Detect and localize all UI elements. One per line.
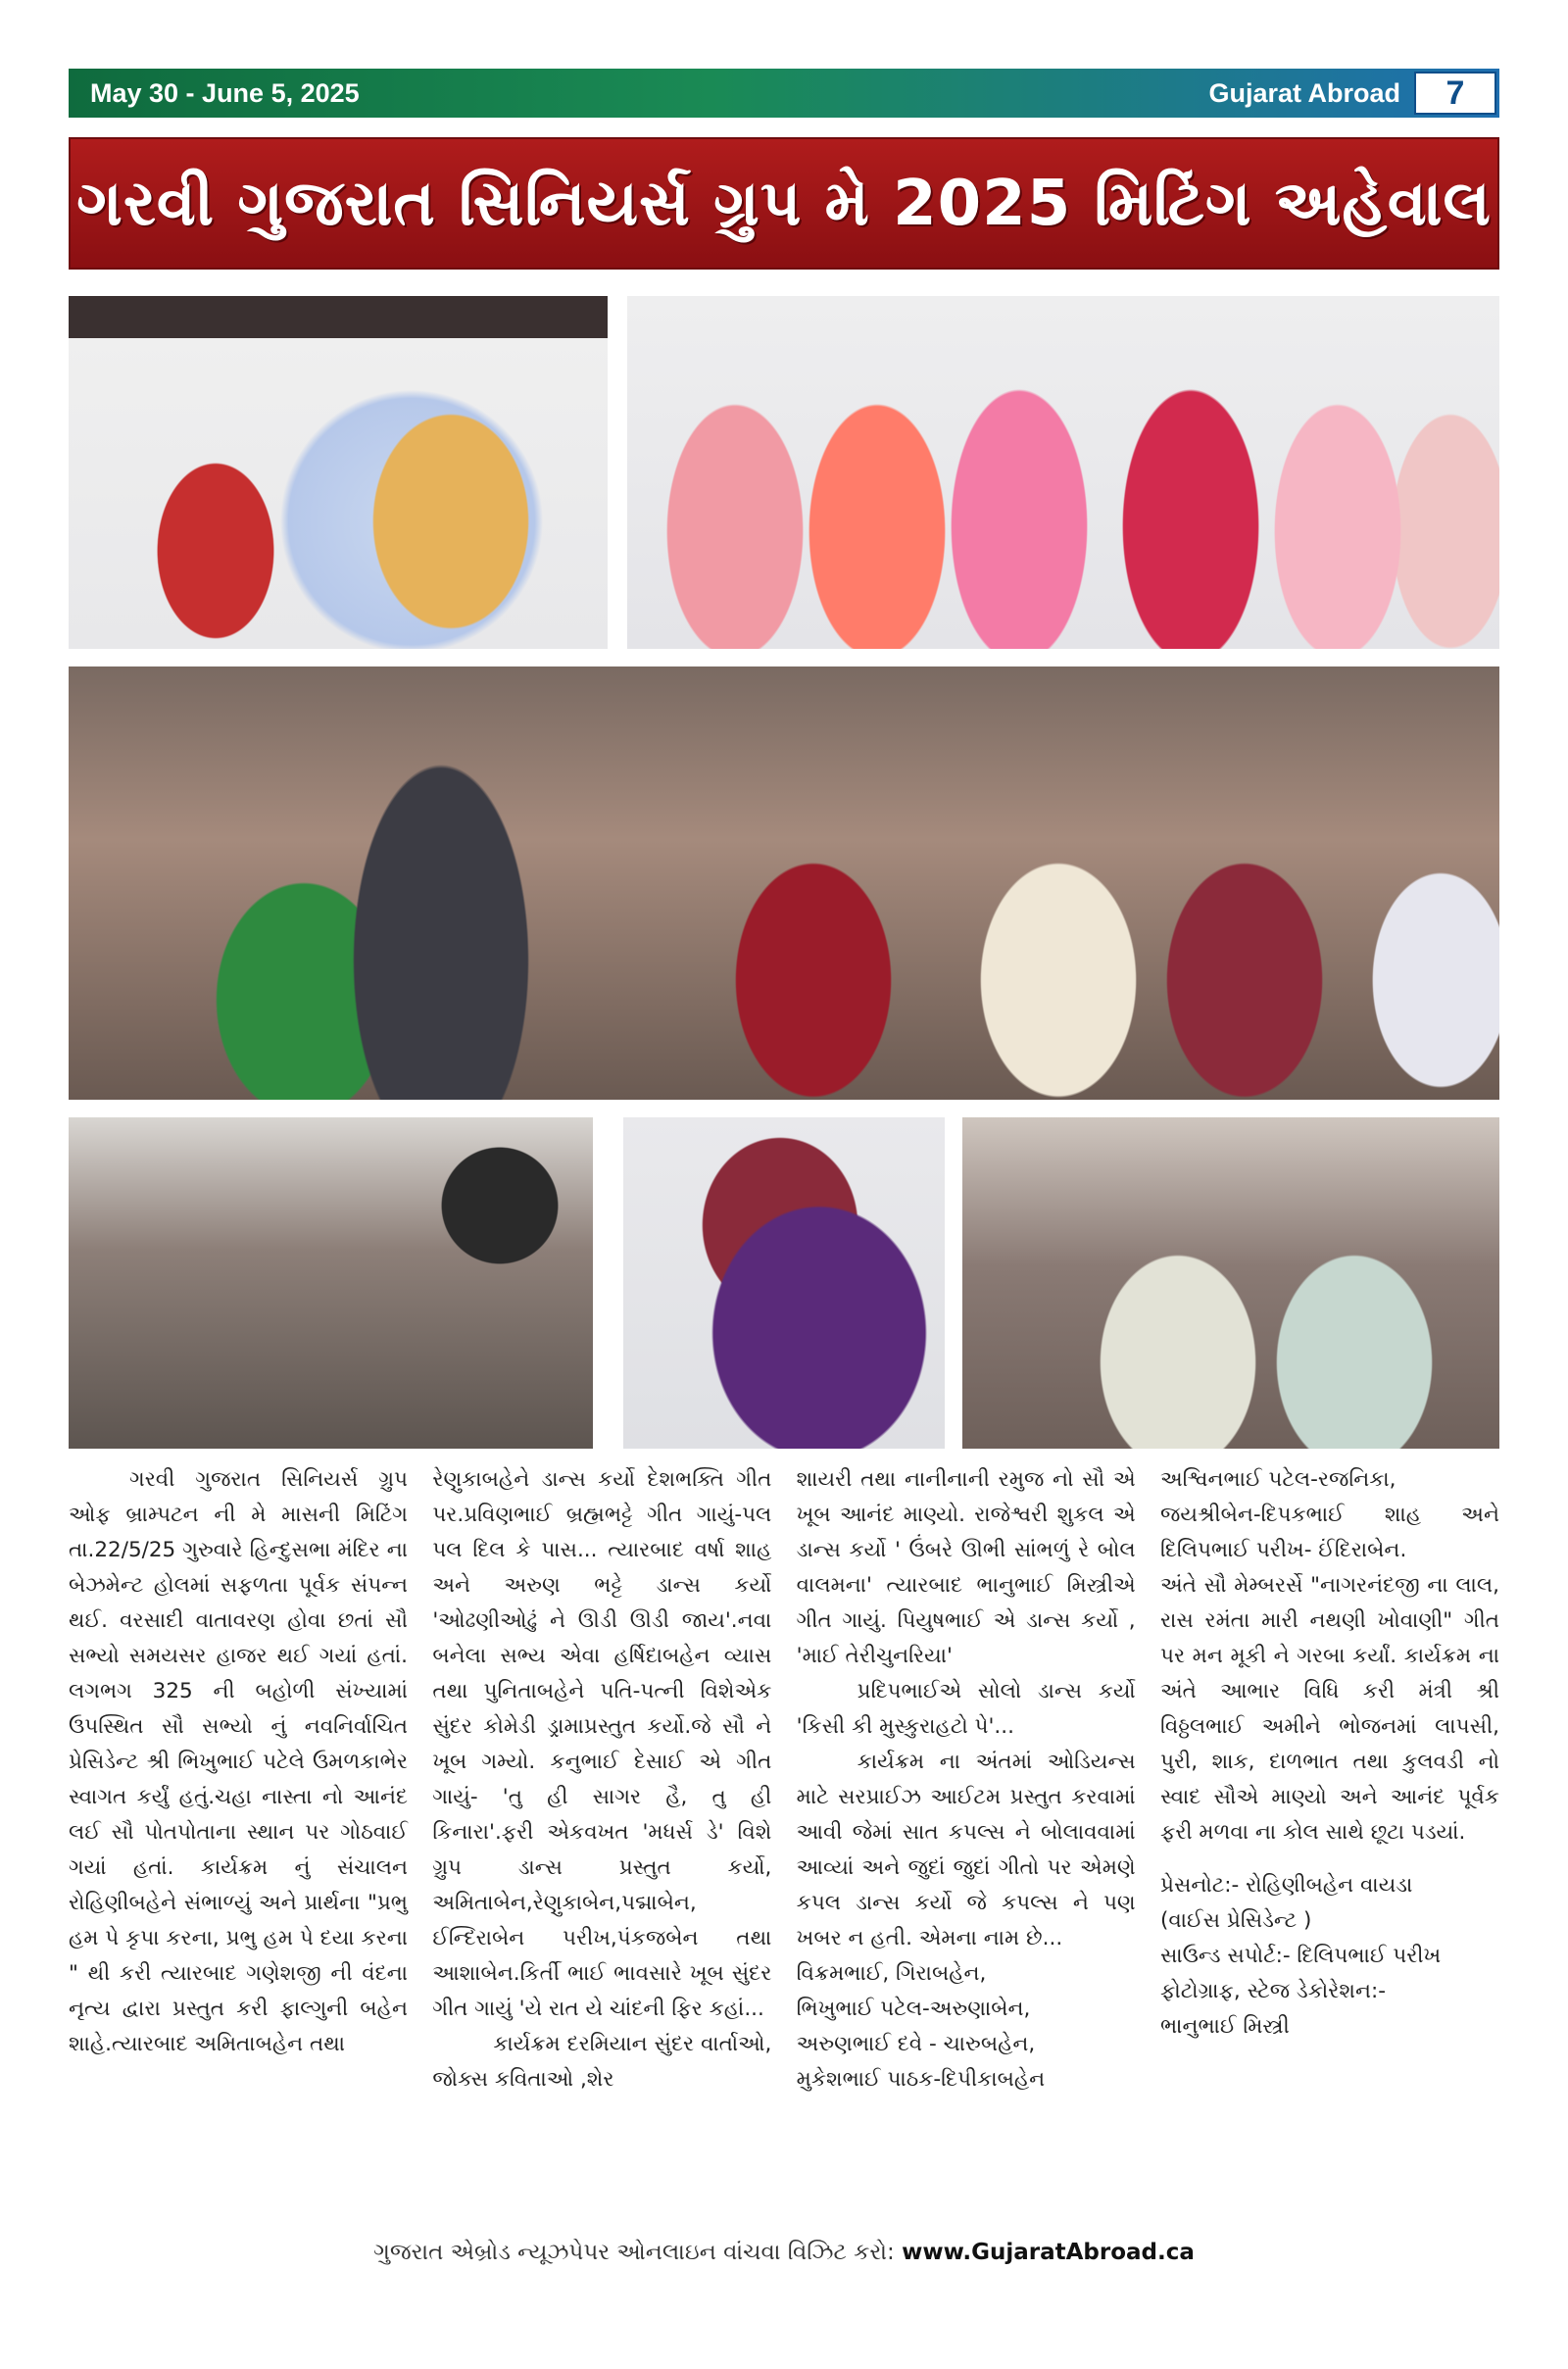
article-column-4 <box>1160 1462 1499 2217</box>
paragraph: ગરવી ગુજરાત સિનિયર્સ ગ્રુપ ઓફ બ્રામ્પટન ની મે માસની મિટિંગ તા.22/5/25 ગુરુવારે હિન્દુસભા મંદિર ના બેઝમેન્ટ હોલમાં સફળતા પૂર્વક સંપન્ન થઈ. વરસાદી વાતાવરણ હોવા છતાં સૌ સભ્યો સમયસર હાજર થઈ ગયાં હતાં. લગભગ 325 ની બહોળી સંખ્યામાં ઉપસ્થિત સૌ સભ્યો નું નવનિર્વાચિત પ્રેસિડેન્ટ શ્રી ભિખુભાઈ પટેલે ઉમળકાભેર સ્વાગત કર્યું હતું.ચહા નાસ્તા નો આનંદ લઈ સૌ પોતપોતાના સ્થાન પર ગોઠવાઈ ગયાં હતાં. કાર્યક્રમ નું સંચાલન રોહિણીબહેને સંભાળ્યું અને પ્રાર્થના "પ્રભુ હમ પે કૃપા કરના, પ્રભુ હમ પે દયા કરના " થી કરી ત્યારબાદ ગણેશજી ની વંદના નૃત્ય દ્વારા પ્રસ્તુત કરી ફાલ્ગુની બહેન શાહે.ત્યારબાદ અમિતાબહેન તથા <box>69 1467 408 2056</box>
paragraph: રેણુકાબહેને ડાન્સ કર્યો દેશભક્તિ ગીત પર.પ્રવિણભાઈ બ્રહ્મભટ્ટે ગીત ગાયું-પલ પલ દિલ કે પાસ... ત્યારબાદ વર્ષા શાહ અને અરુણ ભટ્ટે ડાન્સ કર્યો 'ઓઢણીઓઢું ને ઊડી ઊડી જાય'.નવા બનેલા સભ્ય એવા હર્ષિદાબહેન વ્યાસ તથા પુનિતાબહેને પતિ-પત્ની વિશેએક સુંદર કોમેડી ડ્રામાપ્રસ્તુત કર્યો.જે સૌ ને ખૂબ ગમ્યો. કનુભાઈ દેસાઈ એ ગીત ગાયું- 'તુ હી સાગર હૈ, તુ હી કિનારા'.ફરી એકવખત 'મધર્સ ડે' વિશે ગ્રુપ ડાન્સ પ્રસ્તુત કર્યો, અમિતાબેન,રેણુકાબેન,પદ્માબેન, ઈન્દિરાબેન પરીખ,પંકજબેન તથા આશાબેન.કિર્તી ભાઈ ભાવસારે ખૂબ સુંદર ગીત ગાયું 'યે રાત યે ચાંદની ફિર કહાં... <box>432 1467 772 2021</box>
paragraph: પ્રદિપભાઈએ સોલો ડાન્સ કર્યો 'કિસી કી મુસ્કુરાહટો પે'... <box>796 1679 1136 1739</box>
article-column-1 <box>69 1462 408 2217</box>
article-column-3 <box>797 1462 1136 2217</box>
paragraph: શાયરી તથા નાનીનાની રમુજ નો સૌ એ ખૂબ આનંદ માણ્યો. રાજેશ્વરી શુકલ એ ડાન્સ કર્યો ' ઉંબરે ઊભી સાંભળું રે બોલ વાલમના' ત્યારબાદ ભાનુભાઈ મિસ્ત્રીએ ગીત ગાયું. પિયુષભાઈ એ ડાન્સ કર્યો , 'માઈ તેરીચુનરિયા' <box>796 1467 1136 1668</box>
website-link[interactable]: www.GujaratAbroad.ca <box>902 2240 1195 2265</box>
footer-text: ગુજરાત એબ્રોડ ન્યૂઝપેપર ઓનલાઇન વાંચવા વિઝિટ કરો: <box>373 2240 895 2265</box>
credit-line: ફોટોગ્રાફ, સ્ટેજ ડેકોરેશન:- <box>1159 1979 1386 2003</box>
credit-line: (વાઈસ પ્રેસિડેન્ટ ) <box>1159 1908 1312 1933</box>
issue-date: May 30 - June 5, 2025 <box>90 77 360 108</box>
publication-name: Gujarat Abroad <box>1208 77 1400 108</box>
paragraph: કાર્યક્રમ દરમિયાન સુંદર વાર્તાઓ, જોક્સ કવિતાઓ ,શેર <box>432 2032 772 2092</box>
couple-name: ભિખુભાઈ પટેલ-અરુણાબેન, <box>796 1997 1031 2021</box>
couple-name: મુકેશભાઈ પાઠક-દિપીકાબહેન <box>796 2067 1046 2092</box>
audience-wide-photo <box>69 666 1499 1100</box>
header-right <box>1208 69 1499 118</box>
couple-name: વિક્રમભાઈ, ગિરાબહેન, <box>796 1961 987 1986</box>
couple-name: અશ્વિનભાઈ પટેલ-રજનિકા, <box>1159 1467 1396 1492</box>
article-title-banner <box>69 137 1499 270</box>
article-body <box>69 1462 1499 2217</box>
page-header-bar <box>69 69 1499 118</box>
audience-women-photo <box>962 1117 1499 1449</box>
credit-line: ભાનુભાઈ મિસ્ત્રી <box>1159 2014 1290 2039</box>
article-title: ગરવી ગુજરાત સિનિયર્સ ગ્રુપ મે 2025 મિટિંગ અહેવાલ <box>76 167 1492 240</box>
credit-line: પ્રેસનોટ:- રોહિણીબહેન વાયડા <box>1159 1873 1413 1898</box>
article-column-2 <box>432 1462 771 2217</box>
couple-name: અરુણભાઈ દવે - ચારુબહેન, <box>796 2032 1036 2056</box>
page-number: 7 <box>1414 72 1496 115</box>
dance-performance-photo <box>69 296 608 649</box>
paragraph: અંતે સૌ મેમ્બરર્સે "નાગરનંદજી ના લાલ, રાસ રમંતા મારી નથણી ખોવાણી" ગીત પર મન મૂકી ને ગરબા કર્યાં. કાર્યક્રમ ના અંતે આભાર વિધિ કરી મંત્રી શ્રી વિઠ્ઠલભાઈ અમીને ભોજનમાં લાપસી, પુરી, શાક, દાળભાત તથા કુલવડી નો સ્વાદ સૌએ માણ્યો અને આનંદ પૂર્વક ફરી મળવા ના કોલ સાથે છૂટા પડયાં. <box>1159 1573 1499 1845</box>
audience-men-photo <box>69 1117 593 1449</box>
credit-line: સાઉન્ડ સપોર્ટ:- દિલિપભાઈ પરીખ <box>1159 1944 1442 1968</box>
credits-block <box>1160 1868 1499 2045</box>
couple-name: જયશ્રીબેન-દિપકભાઈ શાહ અને દિલિપભાઈ પરીખ- ઈંદિરાબેન. <box>1159 1503 1499 1562</box>
paragraph: કાર્યક્રમ ના અંતમાં ઓડિયન્સ માટે સરપ્રાઈઝ આઈટમ પ્રસ્તુત કરવામાં આવી જેમાં સાત કપલ્સ ને બોલાવવામાં આવ્યાં અને જુદાં જુદાં ગીતો પર એમણે કપલ ડાન્સ કર્યો જે કપલ્સ ને પણ ખબર ન હતી. એમના નામ છે... <box>796 1750 1136 1950</box>
group-dance-photo <box>627 296 1499 649</box>
page-footer <box>69 2240 1499 2265</box>
mother-child-artwork-photo <box>623 1117 945 1449</box>
